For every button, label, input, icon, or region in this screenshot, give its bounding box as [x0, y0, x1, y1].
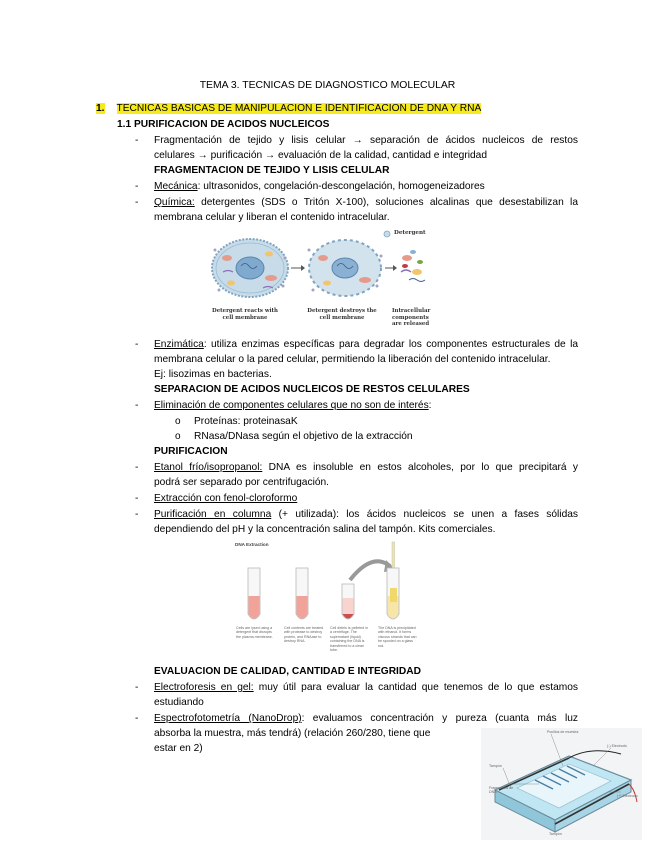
gel-label-buffer-2: Tampón: [549, 832, 562, 836]
tube-1-icon: [248, 568, 260, 619]
gel-label-buffer-1: Tampón: [489, 764, 502, 768]
bullet-dash: -: [135, 713, 139, 724]
electroforesis-line-2: estudiando: [154, 697, 204, 708]
electroforesis-label: Electroforesis en gel:: [154, 682, 254, 693]
tube-2-icon: [296, 568, 308, 619]
bullet-dash: -: [135, 135, 139, 146]
gel-electrophoresis-figure: [481, 728, 642, 840]
mecanica-item: [154, 179, 485, 194]
espectro-line-1: [154, 711, 578, 726]
bullet-dash: -: [135, 682, 139, 693]
mecanica-label: Mecánica: [154, 181, 198, 192]
intro-line-1: Fragmentación de tejido y lisis celular → separación de ácidos nucleicos de restos: [154, 135, 578, 146]
document-title: TEMA 3. TECNICAS DE DIAGNOSTICO MOLECULAR: [199, 80, 456, 91]
etanol-line-2: podrá ser separado por centrifugación.: [154, 477, 329, 488]
cell-lysis-figure: [205, 228, 450, 330]
quimica-label: Química:: [154, 197, 195, 208]
section-title: TECNICAS BASICAS DE MANIPULACION E IDENTIFICACION DE DNA Y RNA: [116, 103, 482, 114]
espectro-text: : evaluamos concentración y pureza (cuanta más luz: [301, 713, 578, 724]
espectro-label: Espectrofotometría (NanoDrop): [154, 713, 302, 724]
electroforesis-line-1: [154, 680, 578, 695]
quimica-line-1: [154, 195, 578, 210]
electroforesis-text: muy útil para evaluar la cantidad que tenemos de lo que estamos: [253, 682, 578, 693]
gel-label-positive-electrode: (+) Electrodo: [617, 794, 638, 798]
tube-3-icon: [342, 584, 354, 619]
bullet-dash: -: [135, 509, 139, 520]
fig1-caption-2: Detergent destroys the cell membrane: [307, 308, 377, 321]
fig2-caption-1: Cells are lysed using a detergent that disrupts the plasma membrane.: [236, 626, 273, 639]
heading-evaluacion: EVALUACION DE CALIDAD, CANTIDAD E INTEGRIDAD: [154, 666, 421, 677]
columna-text: (+ utilizada): los ácidos nucleicos se unen a fases sólidas: [271, 509, 578, 520]
etanol-text: DNA es insoluble en estos alcoholes, por lo que precipitará y: [262, 462, 578, 473]
eliminacion-colon: :: [428, 400, 432, 411]
heading-separacion: SEPARACION DE ACIDOS NUCLEICOS DE RESTOS CELULARES: [154, 384, 470, 395]
fig2-caption-3: Cell debris is pelleted in a centrifuge. The supernatant (liquid) containing the DNA is transferred to a clean tube.: [330, 626, 368, 653]
quimica-text: detergentes (SDS o Tritón X-100), soluciones alcalinas que desestabilizan la: [194, 197, 578, 208]
gel-label-dna-fragments: Fragmentos de DNA: [489, 786, 514, 795]
fig1-caption-1: Detergent reacts with cell membrane: [212, 308, 278, 321]
fig1-caption-3: Intracellular components are released: [392, 308, 431, 327]
heading-fragmentacion: FRAGMENTACION DE TEJIDO Y LISIS CELULAR: [154, 165, 390, 176]
subsection-heading: 1.1 PURIFICACION DE ACIDOS NUCLEICOS: [117, 119, 330, 130]
tube-4-icon: [387, 542, 399, 619]
enzimatica-line-2: membrana celular o la pared celular, permitiendo la liberación del contenido intracelular.: [154, 354, 551, 365]
bullet-dash: -: [135, 339, 139, 350]
sub-bullet-circle: o: [175, 431, 181, 442]
fenol-label: Extracción con fenol-cloroformo: [154, 493, 298, 504]
heading-purificacion: PURIFICACION: [154, 446, 228, 457]
etanol-line-1: [154, 460, 578, 475]
fig2-caption-2: Cell contents are treated with protease to destroy protein, and RNAase to destroy RNA.: [284, 626, 324, 644]
bullet-dash: -: [135, 181, 139, 192]
columna-line-2: dependiendo del pH y la concentración salina del tampón. Kits comerciales.: [154, 524, 496, 535]
eliminacion-sub-1: Proteínas: proteinasaK: [194, 416, 298, 427]
enzimatica-line-1: [154, 337, 578, 352]
fig2-title: DNA Extraction: [235, 542, 269, 547]
quimica-line-2: membrana celular y liberan el contenido intracelular.: [154, 212, 390, 223]
enzimatica-line-3: Ej: lisozimas en bacterias.: [154, 369, 272, 380]
bullet-dash: -: [135, 462, 139, 473]
section-number: 1.: [96, 103, 105, 114]
section-heading: [96, 101, 481, 116]
enzimatica-label: Enzimática: [154, 339, 204, 350]
sub-bullet-circle: o: [175, 416, 181, 427]
eliminacion-label: Eliminación de componentes celulares que no son de interés: [154, 400, 429, 411]
fig1-legend: Detergent: [394, 230, 426, 236]
etanol-label: Etanol frío/isopropanol:: [154, 462, 263, 473]
bullet-dash: -: [135, 197, 139, 208]
espectro-line-3: estar en 2): [154, 743, 203, 754]
enzimatica-text: : utiliza enzimas específicas para degradar los componentes estructurales de la: [203, 339, 578, 350]
gel-label-negative-electrode: (-) Electrodo: [607, 744, 627, 748]
intro-line-2: celulares → purificación → evaluación de la calidad, cantidad e integridad: [154, 150, 487, 161]
columna-label: Purificación en columna: [154, 509, 272, 520]
bullet-dash: -: [135, 493, 139, 504]
eliminacion-sub-2: RNasa/DNasa según el objetivo de la extracción: [194, 431, 413, 442]
dna-extraction-figure: [232, 540, 422, 655]
intact-cell-icon: [212, 239, 288, 297]
fig2-caption-4: The DNA is precipitated with ethanol. It forms viscous strands that can be spooled on a glass rod.: [378, 626, 417, 648]
eliminacion-item: [154, 398, 432, 413]
bullet-dash: -: [135, 400, 139, 411]
mecanica-text: : ultrasonidos, congelación-descongelación, homogeneizadores: [197, 181, 485, 192]
detergent-legend-icon: [384, 231, 390, 237]
transfer-arrow-icon: [350, 561, 390, 580]
released-components-icon: [401, 250, 425, 282]
gel-label-wells: Pocillos de muestra: [547, 730, 579, 734]
espectro-line-2: absorba la muestra, más tendrá) (relación 260/280, tiene que: [154, 728, 431, 739]
columna-line-1: [154, 507, 578, 522]
disrupted-cell-icon: [308, 240, 383, 296]
